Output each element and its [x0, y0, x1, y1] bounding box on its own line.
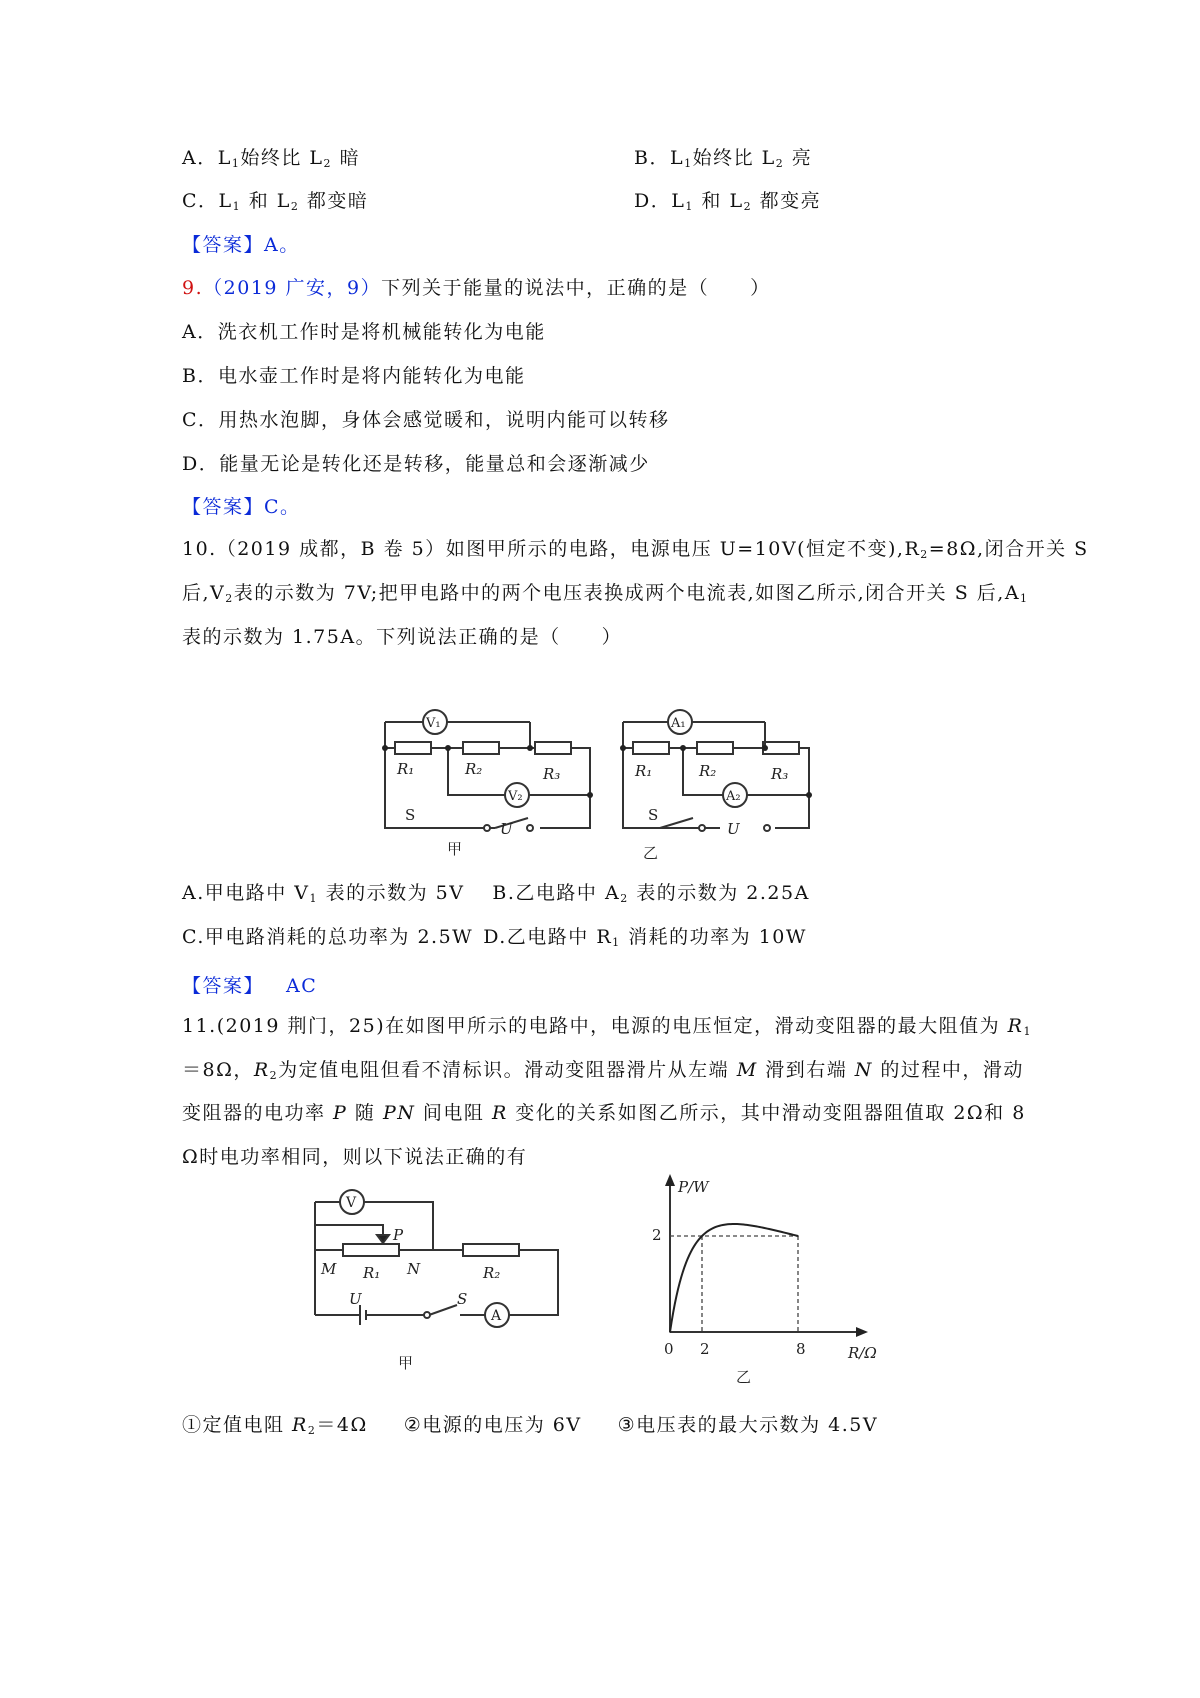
q9-answer: 【答案】C。: [182, 496, 301, 518]
q9-option-b: B．电水壶工作时是将内能转化为电能: [182, 365, 526, 387]
q8-option-a: A．$L_1$始终比 $L_2$ 暗: [182, 147, 361, 170]
jia-switch-label: S: [405, 806, 416, 824]
yi-u-label: U: [727, 820, 740, 838]
q10-circuit-figures: [375, 700, 835, 870]
r2-label: R₂: [483, 1264, 501, 1282]
q11-stem-line4: Ω时电功率相同，则以下说法正确的有: [182, 1146, 528, 1168]
r1-label: R₁: [363, 1264, 381, 1282]
q11-jia-caption: 甲: [398, 1354, 414, 1372]
curve-point-1: [701, 1235, 703, 1237]
q9-number: 9.: [182, 277, 204, 299]
q11-stem-line2: ＝8Ω，$R_2$为定值电阻但看不清标识。滑动变阻器滑片从左端 M 滑到右端 N 的过程中，滑动: [182, 1059, 1024, 1082]
x-tick-8: 8: [796, 1340, 806, 1358]
curve-point-4: [797, 1235, 799, 1237]
a2-label: A₂: [726, 789, 741, 804]
jia-r2-label: R₂: [465, 760, 483, 778]
power-curve: [670, 1224, 798, 1332]
yi-r3-label: R₃: [771, 765, 789, 783]
q11-circuit-figure: [305, 1180, 585, 1380]
jia-r3-label: R₃: [543, 765, 561, 783]
curve-point-0: [669, 1331, 671, 1333]
jia-u-label: U: [500, 820, 513, 838]
x-axis-label: R/Ω: [848, 1344, 877, 1362]
end-n-label: N: [407, 1260, 421, 1278]
q11-yi-caption: 乙: [736, 1368, 752, 1386]
q11-stem-line3: 变阻器的电功率 P 随 PN 间电阻 R 变化的关系如图乙所示，其中滑动变阻器阻值取 2Ω和 8: [182, 1102, 1026, 1124]
yi-caption: 乙: [643, 844, 659, 862]
q8-answer: 【答案】A。: [182, 234, 300, 256]
q11-statements: ①定值电阻 $R_2=4\Omega$ ②电源的电压为 6V ③电压表的最大示数为 4.5V: [182, 1414, 879, 1437]
curve-point-3: [765, 1228, 767, 1230]
v2-label: V₂: [508, 789, 523, 804]
yi-r1-label: R₁: [635, 762, 653, 780]
x-tick-2: 2: [700, 1340, 710, 1358]
q10-stem-line1: 10.（2019 成都，B 卷 5）如图甲所示的电路，电源电压 U=10V(恒定不变)$,R_2=8\Omega$,闭合开关 S: [182, 538, 1089, 561]
jia-r1-label: R₁: [397, 760, 415, 778]
q8-option-c: C．$L_1$ 和 $L_2$ 都变暗: [182, 190, 369, 213]
q10-stem-line2: 后$,V_2$表的示数为 7V;把甲电路中的两个电压表换成两个电流表,如图乙所示,闭合开关 S 后$,A_1$: [182, 582, 1029, 605]
end-m-label: M: [321, 1260, 337, 1278]
switch-s-label: S: [457, 1290, 468, 1308]
q9-option-a: A．洗衣机工作时是将机械能转化为电能: [182, 321, 546, 343]
q9-option-d: D．能量无论是转化还是转移，能量总和会逐渐减少: [182, 453, 650, 475]
yi-switch-label: S: [648, 806, 659, 824]
jia-caption: 甲: [447, 840, 463, 858]
q11-stem-line1: 11.(2019 荆门，25)在如图甲所示的电路中，电源的电压恒定，滑动变阻器的最大阻值为 $R_1$: [182, 1015, 1032, 1038]
q10-answer: 【答案】 AC: [182, 975, 318, 997]
yi-r2-label: R₂: [699, 762, 717, 780]
slider-p-label: P: [393, 1226, 404, 1244]
q10-stem-line3: 表的示数为 1.75A。下列说法正确的是（ ）: [182, 626, 623, 648]
q11-power-graph: [650, 1170, 910, 1390]
y-tick-2: 2: [652, 1226, 662, 1244]
y-axis-label: P/W: [678, 1178, 709, 1196]
source-u-label: U: [349, 1290, 362, 1308]
q9-stem: 9.（2019 广安，9）下列关于能量的说法中，正确的是（ ）: [182, 277, 771, 299]
origin-label: 0: [664, 1340, 674, 1358]
voltmeter-label: V: [346, 1195, 357, 1211]
q8-option-b: B．$L_1$始终比 $L_2$ 亮: [634, 147, 813, 170]
a1-label: A₁: [671, 716, 686, 731]
ammeter-label: A: [491, 1308, 502, 1324]
q10-options-row1: A.甲电路中 $V_1$ 表的示数为 5V B.乙电路中 $A_2$ 表的示数为 2.25A: [182, 882, 810, 905]
curve-point-2: [733, 1223, 735, 1225]
q8-option-d: D．$L_1$ 和 $L_2$ 都变亮: [634, 190, 822, 213]
q10-options-row2: C.甲电路消耗的总功率为 2.5W D.乙电路中 $R_1$ 消耗的功率为 10W: [182, 926, 807, 949]
q9-option-c: C．用热水泡脚，身体会感觉暖和，说明内能可以转移: [182, 409, 670, 431]
q9-source: （2019 广安，9）: [203, 277, 382, 299]
v1-label: V₁: [426, 716, 441, 731]
